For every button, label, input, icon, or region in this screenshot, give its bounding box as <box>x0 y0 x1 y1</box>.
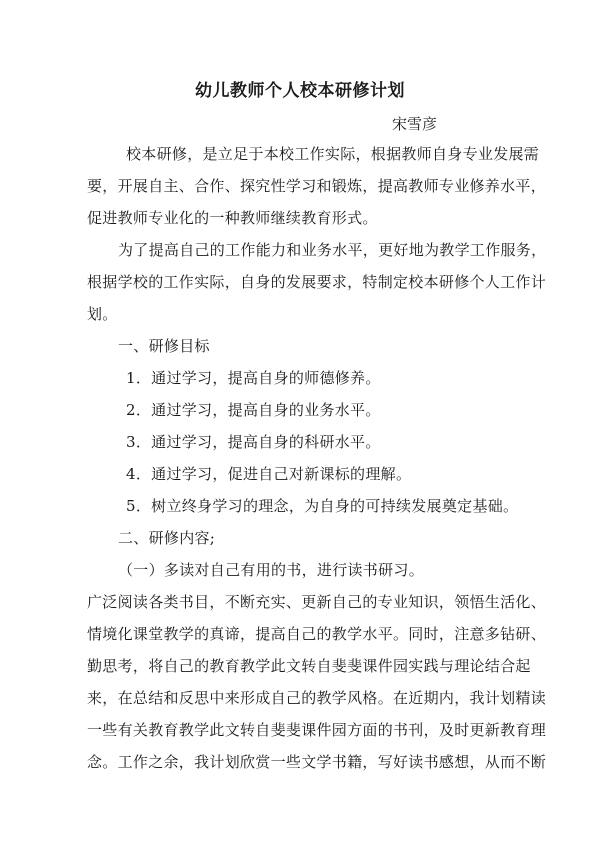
document-title: 幼儿教师个人校本研修计划 <box>195 81 405 101</box>
list-item: 1．通过学习，提高自身的师德修养。 <box>126 369 381 387</box>
section-heading: 一、研修目标 <box>118 337 210 355</box>
paragraph-line: 情境化课堂教学的真谛，提高自己的教学水平。同时，注意多钻研、 <box>87 625 547 643</box>
paragraph-line: 根据学校的工作实际，自身的发展要求，特制定校本研修个人工作计 <box>87 273 547 291</box>
paragraph-line: 念。工作之余，我计划欣赏一些文学书籍，写好读书感想，从而不断 <box>87 753 547 771</box>
paragraph-line: 为了提高自己的工作能力和业务水平，更好地为教学工作服务， <box>118 241 547 259</box>
list-item: 4．通过学习，促进自己对新课标的理解。 <box>126 465 412 483</box>
subsection-heading: （一）多读对自己有用的书，进行读书研习。 <box>118 561 425 579</box>
paragraph-line: 校本研修，是立足于本校工作实际，根据教师自身专业发展需 <box>126 145 540 163</box>
list-item: 2．通过学习，提高自身的业务水平。 <box>126 401 381 419</box>
paragraph-line: 勤思考，将自己的教育教学此文转自斐斐课件园实践与理论结合起 <box>87 657 531 675</box>
paragraph-line: 划。 <box>87 305 118 323</box>
paragraph-line: 要，开展自主、合作、探究性学习和锻炼，提高教师专业修养水平， <box>87 177 547 195</box>
list-item: 3．通过学习，提高自身的科研水平。 <box>126 433 381 451</box>
list-item: 5．树立终身学习的理念，为自身的可持续发展奠定基础。 <box>126 497 519 515</box>
paragraph-line: 促进教师专业化的一种教师继续教育形式。 <box>87 209 378 227</box>
paragraph-line: 来，在总结和反思中来形成自己的教学风格。在近期内，我计划精读 <box>87 689 547 707</box>
paragraph-line: 广泛阅读各类书目，不断充实、更新自己的专业知识，领悟生活化、 <box>87 593 547 611</box>
paragraph-line: 一些有关教育教学此文转自斐斐课件园方面的书刊，及时更新教育理 <box>87 721 547 739</box>
document-author: 宋雪彦 <box>392 115 438 133</box>
section-heading: 二、研修内容; <box>118 529 216 547</box>
